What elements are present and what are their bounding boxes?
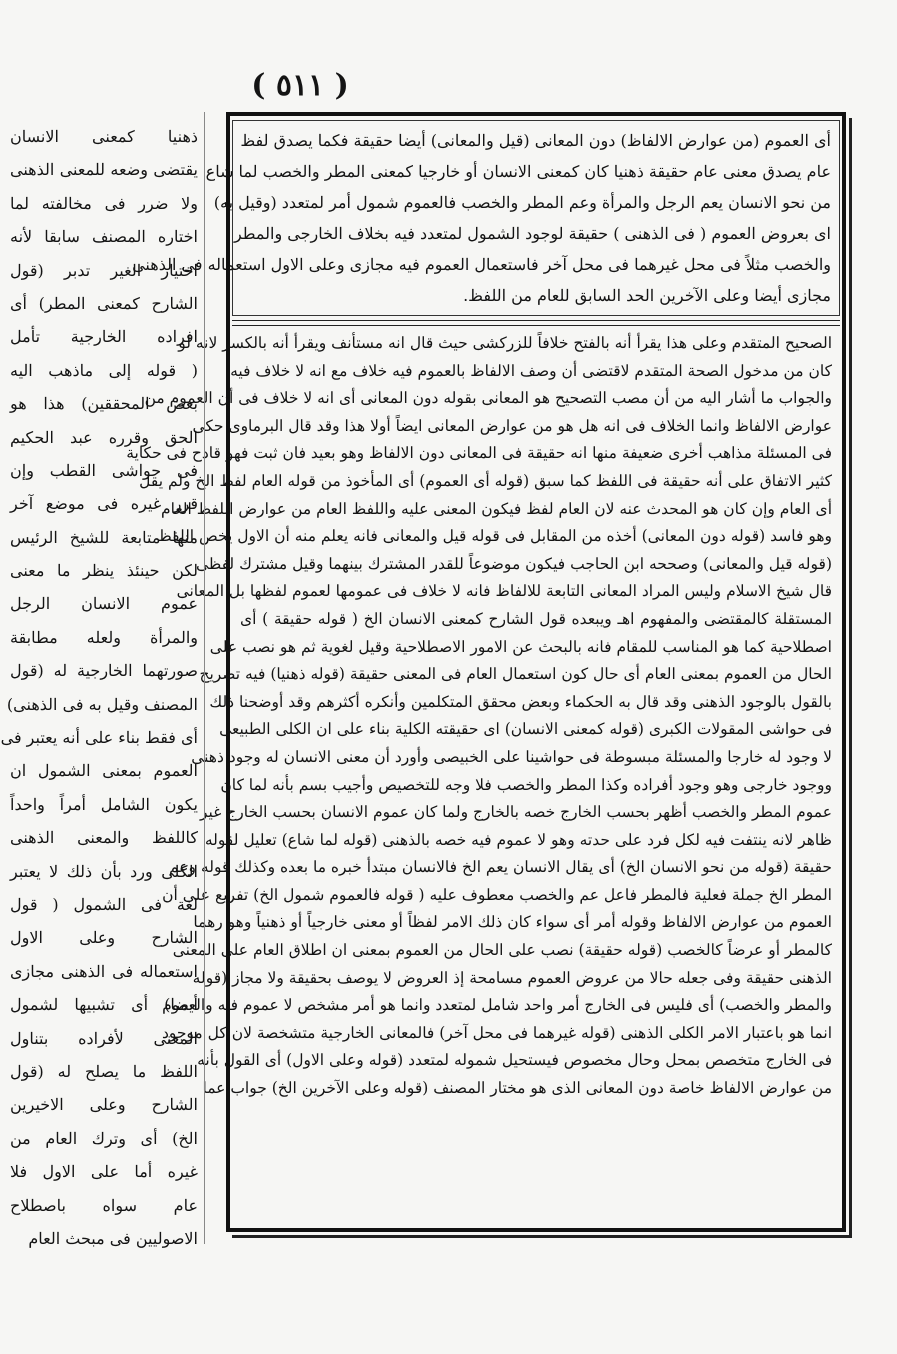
hashiya-line: أيضا) أى تشبيها لشمول [10,995,198,1015]
sharh-line: قال شيخ الاسلام وليس المراد المعانى التابعة للالفاظ فانه لا خلاف فى عمومها لعموم لفظها بل المعانى [176,582,832,601]
sharh-line: ظاهر لانه ينتفت فيه لكل فرد على حدته وهو لا عموم فيه خصه بالذهنى (قوله لما شاع) تعليل لقوله [204,830,832,849]
sharh-line: (قوله قيل والمعانى) وصححه ابن الحاجب فيكون موضوعاً للقدر المشترك بينهما وقيل مشترك لفظى [195,554,832,573]
hashiya-line: ولا ضرر فى مخالفته لما [10,193,198,213]
sharh-line: الحال من العموم بمعنى العام أى حال كون استعمال العام فى المعنى حقيقة (قوله ذهنيا) فيه تصريح [199,665,832,684]
matn-line: مجازى أيضا وعلى الآخرين الحد السابق للعام من اللفظ. [463,286,831,305]
hashiya-line: أى فقط بناء على أنه يعتبر فى [0,728,198,748]
hashiya-line: الشارح وعلى الاول [10,928,198,948]
hashiya-line: غيره أما على الاول فلا [10,1162,198,1182]
sharh-line: فى المسئلة مذاهب أخرى ضعيفة منها انه حقيقة فى المعانى دون الالفاظ وهو بعيد فان ثبت فهو قادح فى حكاية [126,444,832,463]
hashiya-line: صورتهما الخارجية له (قول [10,661,198,681]
hashiya-line: عموم الانسان الرجل [10,594,198,614]
hashiya-line: والمرأة ولعله مطابقة [10,627,198,647]
hashiya-line: الخ) أى وترك العام من [10,1128,198,1148]
sharh-line: حقيقة (قوله من نحو الانسان الخ) أى يقال الانسان يعم الخ فالانسان مبتدأ خبره ما بعده وكذلك قوله وعم [168,858,832,877]
hashiya-line: اختاره المصنف سابقا لأنه [10,227,198,247]
hashiya-line: ذهنيا كمعنى الانسان [10,127,198,146]
hashiya-line: الكلى ورد بأن ذلك لا يعتبر [10,861,198,881]
sharh-line: عوارض الالفاظ وانما الخلاف فى انه هل هو من عوارض المعانى ايضاً أولا هذا وقد قال البرماوى حكى [192,416,832,435]
sharh-line: فى حواشى المقولات الكبرى (قوله كمعنى الانسان) اى حقيقته الكلية بناء على ان الكلى الطبيعى [219,720,832,739]
hashiya-line: ( قوله إلى ماذهب اليه [10,360,198,380]
sharh-line: المستقلة كالمقتضى والمفهوم اهـ ويبعده قول الشارح كمعنى الانسان الخ ( قوله حقيقة ) أى [240,609,832,628]
hashiya-line: منها متابعة للشيخ الرئيس [10,527,198,547]
hashiya-line: الاصوليين فى مبحث العام [28,1228,198,1248]
hashiya-line: المصنف وقيل به فى الذهنى) [6,694,198,714]
hashiya-line: قرر غيره فى موضع آخر [10,494,198,514]
hashiya-line: العموم بمعنى الشمول ان [10,761,198,781]
hashiya-line: بعض المحققين) هذا هو [10,394,198,414]
hashiya-line: لكن حينئذ ينظر ما معنى [10,561,198,581]
sharh-line: والمطر والخصب) أى فليس فى الخارج أمر واحد شامل لمتعدد وانما هو أمر مشخص لا عموم فيه والعموم [162,996,832,1015]
sharh-line: والجواب ما أشار اليه من أن مصب التصحيح هو المعانى بقوله دون المعانى أى انه لا خلاف فى أن العموم من [144,389,832,408]
sharh-line: انما هو باعتبار الامر الكلى الذهنى (قوله غيرهما فى محل آخر) فالمعانى الخارجية متشخصة لان كل موجود [161,1023,832,1042]
sharh-line: ووجود خارجى وهو وجود أفراده وكذا المطر والخصب فلا وجه للتخصيص وأجيب بسم بأنه لما كان [220,775,832,794]
sharh-line: فى الخارج متخصص بمحل وحال مخصوص فيستحيل شموله لمتعدد (قوله وعلى الاول) أى القول بأنه [197,1051,832,1070]
hashiya-line: الحق وقرره عبد الحكيم [10,427,198,447]
hashiya-line: لغة فى الشمول ( قول [10,894,198,914]
margin-column-rule [204,112,205,1244]
matn-line: والخصب مثلاً فى محل غيرهما فى محل آخر فاستعمال العموم فيه مجازى وعلى الاول استعماله فى الذهنى [132,255,831,274]
matn-text-box [132,120,840,316]
sharh-line: الذهنى حقيقة وفى جعله حالا من عروض العموم مسامحة إذ العروض لا يوصف بحقيقة ولا مجاز (قوله [192,968,832,987]
sharh-line: الصحيح المتقدم وعلى هذا يقرأ أنه بالفتح خلافاً للزركشى حيث قال انه مستأنف ويقرأ أنه بالكسر لانه لو [178,334,832,352]
hashiya-line: اللفظ ما يصلح له (قول [10,1061,198,1081]
section-divider [232,320,840,326]
hashiya-line: افراده الخارجية تأمل [10,327,198,347]
hashiya-margin-notes [0,120,198,1248]
page-number: ( ٥١١ ) [251,68,349,103]
sharh-line: بالقول بالوجود الذهنى وقد قال به الحكماء وبعض محقق المتكلمين وأنكره أكثرهم وقد أوضحنا ذلك [209,692,832,711]
hashiya-line: المعنى لأفراده بتناول [10,1028,198,1048]
matn-line: اى بعروض العموم ( فى الذهنى ) حقيقة لوجود الشمول لمتعدد فيه بخلاف الخارجى والمطر [233,224,831,243]
matn-line: أى العموم (من عوارض الالفاظ) دون المعانى (قيل والمعانى) أيضا حقيقة فكما يصدق لفظ [240,131,831,150]
hashiya-line: كاللفظ والمعنى الذهنى [10,828,198,848]
sharh-line: كثير الاتفاق على أنه حقيقة فى اللفظ كما سبق (قوله أى العموم) أى المأخوذ من قوله العام لفظ الخ ولم يقل [139,471,832,490]
sharh-line: وهو فاسد (قوله دون المعانى) أخذه من المقابل فى قوله قيل والمعانى فانه يعلم منه أن الاول يخص اللفظ [157,527,832,546]
hashiya-line: فى حواشى القطب وإن [10,460,198,480]
matn-line: من نحو الانسان يعم الرجل والمرأة وعم المطر والخصب فالعموم شمول أمر لمتعدد (وقيل به) [213,193,831,212]
sharh-line: أى العام وإن كان هو المحدث عنه لان العام لفظ فيكون المعنى عليه واللفظ العام من عوارض اللفظ العام [161,499,832,518]
sharh-line: من عوارض الالفاظ خاصة دون المعانى الذى هو مختار المصنف (قوله وعلى الآخرين الخ) جواب عما [202,1079,832,1098]
sharh-line: المطر الخ جملة فعلية فالمطر فاعل عم والخصب معطوف عليه ( قوله فالعموم شمول الخ) تفريع على أن [162,885,832,904]
sharh-line: العموم من عوارض الالفاظ وقوله أمر أى سواء كان ذلك الامر لفظاً أو معنى خارجياً أو ذهنياً وهو رهما [193,913,832,932]
hashiya-line: الشارح وعلى الاخيرين [10,1095,198,1115]
hashiya-line: استعماله فى الذهنى مجازى [10,961,198,981]
sharh-line: عموم المطر والخصب أظهر بحسب الخارج خصه بالخارج ولما كان عموم الانسان بحسب الخارج غير [199,803,832,822]
hashiya-line: اختيار الغير تدبر (قول [10,260,198,280]
sharh-line: لا وجود له خارجا والمسئلة مبسوطة فى حواشينا على الخبيصى وأورد أن معنى الانسان له وجود ذهنى [191,747,832,766]
matn-line: عام يصدق معنى عام حقيقة ذهنيا كان كمعنى الانسان أو خارجيا كمعنى المطر والخصب لما شاع [205,162,831,181]
hashiya-line: الشارح كمعنى المطر) أى [10,293,198,313]
hashiya-line: يكون الشامل أمراً واحداً [10,794,198,814]
sharh-line: اصطلاحية كما هو المناسب للمقام فانه بالبحث عن الامور الاصطلاحية وقيل لغوية ثم هو نصب على [209,637,832,656]
sharh-line: كالمطر أو عرضاً كالخصب (قوله حقيقة) نصب على الحال من العموم بمعنى ان اطلاق العام على المعنى [172,941,832,960]
hashiya-line: عام سواه باصطلاح [10,1195,198,1215]
hashiya-line: يقتضى وضعه للمعنى الذهنى [10,160,198,180]
sharh-line: كان من مدخول الصحة المتقدم لاقتضى أن وصف الالفاظ بالعموم فيه خلاف مع انه لا خلاف فيه [230,361,832,380]
sharh-commentary [126,330,840,1226]
